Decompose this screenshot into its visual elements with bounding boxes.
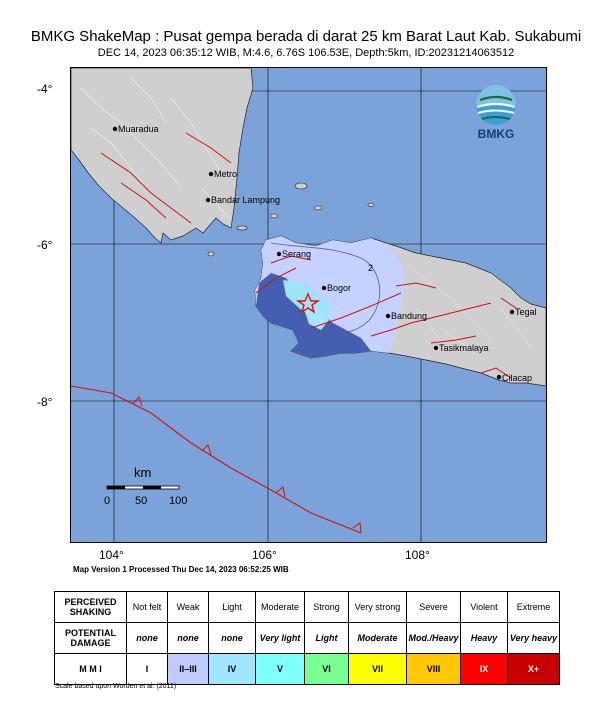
island	[295, 183, 307, 189]
lon-label-108: 108°	[405, 548, 430, 562]
city-metro: Metro	[214, 169, 238, 179]
scale-note: Scale based upon Worden et al. (2011)	[55, 683, 177, 690]
damage-cell: Light	[305, 623, 349, 654]
damage-cell: Mod./Heavy	[407, 623, 461, 654]
shaking-cell: Moderate	[256, 592, 305, 623]
lat-label-8: -8°	[37, 395, 53, 409]
shaking-cell: Weak	[168, 592, 209, 623]
city-muaradua: Muaradua	[118, 124, 159, 134]
bmkg-logo-text: BMKG	[477, 127, 515, 141]
legend-header-damage: POTENTIAL DAMAGE	[55, 623, 127, 654]
map-version-note: Map Version 1 Processed Thu Dec 14, 2023 06:52:25 WIB	[73, 565, 289, 574]
mmi-cell: VI	[305, 654, 349, 685]
mmi-cell: VII	[349, 654, 407, 685]
shakemap-area[interactable]	[70, 67, 547, 543]
mmi-cell: X+	[508, 654, 560, 685]
lat-label-6: -6°	[37, 238, 53, 252]
mmi-cell: II–III	[168, 654, 209, 685]
shaking-cell: Strong	[305, 592, 349, 623]
mmi-cell: I	[127, 654, 168, 685]
city-cilacap: Cilacap	[502, 373, 533, 383]
shaking-cell: Very strong	[349, 592, 407, 623]
scale-bar	[104, 465, 187, 507]
mmi-cell: IV	[209, 654, 256, 685]
damage-cell: Very light	[256, 623, 305, 654]
damage-cell: Moderate	[349, 623, 407, 654]
island	[208, 252, 214, 256]
lat-label-4: -4°	[37, 82, 53, 96]
map-svg	[71, 68, 546, 542]
legend-row-shaking	[55, 592, 560, 623]
damage-cell: none	[168, 623, 209, 654]
city-serang: Serang	[282, 249, 312, 259]
legend-row-damage	[55, 623, 560, 654]
damage-cell: Very heavy	[508, 623, 560, 654]
city-tegal: Tegal	[515, 307, 537, 317]
bmkg-logo	[476, 85, 516, 141]
event-info: DEC 14, 2023 06:35:12 WIB, M:4.6, 6.76S 106.53E, Depth:5km, ID:20231214063512	[97, 47, 515, 59]
island	[270, 214, 278, 218]
scale-tick-0: 0	[104, 495, 111, 507]
sumatra-landmass	[71, 68, 253, 243]
city-bogor: Bogor	[327, 283, 352, 293]
legend-row-mmi	[55, 654, 560, 685]
map-title: BMKG ShakeMap : Pusat gempa berada di darat 25 km Barat Laut Kab. Sukabumi	[30, 28, 582, 45]
mmi-cell: IX	[461, 654, 508, 685]
island	[314, 206, 322, 210]
city-bandung: Bandung	[391, 311, 428, 321]
lon-label-106: 106°	[252, 548, 277, 562]
legend-header-mmi: M M I	[55, 654, 127, 685]
damage-cell: Heavy	[461, 623, 508, 654]
island	[368, 204, 374, 207]
mmi-cell: VIII	[407, 654, 461, 685]
trench-teeth	[133, 397, 361, 533]
city-tasikmalaya: Tasikmalaya	[439, 343, 489, 353]
shaking-cell: Not felt	[127, 592, 168, 623]
shaking-cell: Severe	[407, 592, 461, 623]
mmi-cell: V	[256, 654, 305, 685]
lon-label-104: 104°	[99, 548, 124, 562]
shaking-cell: Extreme	[508, 592, 560, 623]
damage-cell: none	[209, 623, 256, 654]
mmi-legend-table	[54, 591, 560, 685]
damage-cell: none	[127, 623, 168, 654]
legend-header-shaking: PERCEIVED SHAKING	[55, 592, 127, 623]
city-bandar-lampung: Bandar Lampung	[211, 195, 281, 205]
scale-unit: km	[134, 465, 152, 480]
scale-tick-50: 50	[135, 495, 148, 507]
subduction-trench	[71, 386, 361, 533]
shaking-cell: Violent	[461, 592, 508, 623]
island	[237, 226, 247, 230]
contour-label: 2	[368, 263, 374, 273]
shaking-cell: Light	[209, 592, 256, 623]
scale-tick-100: 100	[169, 495, 188, 507]
